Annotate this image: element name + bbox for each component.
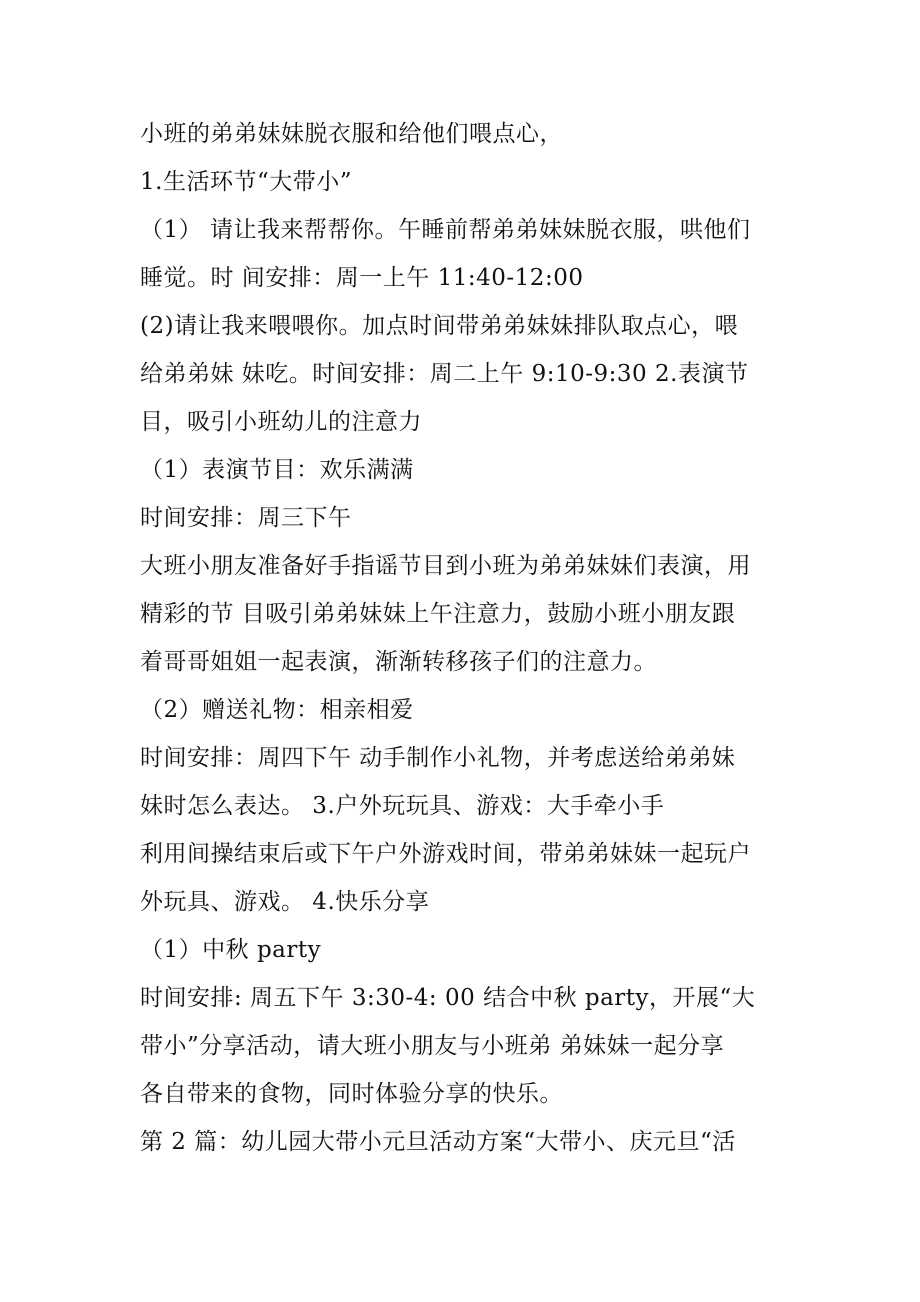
article-title-line: 第 2 篇：幼儿园大带小元旦活动方案“大带小、庆元旦“活 <box>140 1129 736 1155</box>
text-line: （1） 请让我来帮帮你。午睡前帮弟弟妹妹脱衣服，哄他们 <box>140 217 751 243</box>
text-line: 各自带来的食物，同时体验分享的快乐。 <box>140 1081 563 1107</box>
text-line: 外玩具、游戏。 4.快乐分享 <box>140 889 430 915</box>
text-line: 睡觉。时 间安排：周一上午 11:40-12:00 <box>140 265 584 291</box>
text-line: 利用间操结束后或下午户外游戏时间，带弟弟妹妹一起玩户 <box>140 841 751 867</box>
text-line: 时间安排：周三下午 <box>140 505 352 531</box>
text-line: 着哥哥姐姐一起表演，渐渐转移孩子们的注意力。 <box>140 649 657 675</box>
text-line: (2)请让我来喂喂你。加点时间带弟弟妹妹排队取点心，喂 <box>140 313 739 339</box>
text-line: 带小”分享活动，请大班小朋友与小班弟 弟妹妹一起分享 <box>140 1033 725 1059</box>
text-line: 时间安排：周四下午 动手制作小礼物，并考虑送给弟弟妹 <box>140 745 736 771</box>
section-heading: 1.生活环节“大带小” <box>140 169 352 195</box>
text-line: 给弟弟妹 妹吃。时间安排：周二上午 9:10-9:30 2.表演节 <box>140 361 749 387</box>
text-line: 精彩的节 目吸引弟弟妹妹上午注意力，鼓励小班小朋友跟 <box>140 601 736 627</box>
text-line: （2）赠送礼物：相亲相爱 <box>140 697 414 723</box>
text-line: 小班的弟弟妹妹脱衣服和给他们喂点心， <box>140 121 563 147</box>
text-line: （1）中秋 party <box>140 937 322 963</box>
text-line: 目，吸引小班幼儿的注意力 <box>140 409 422 435</box>
text-line: 时间安排: 周五下午 3:30-4: 00 结合中秋 party，开展“大 <box>140 985 756 1011</box>
text-line: 大班小朋友准备好手指谣节目到小班为弟弟妹妹们表演，用 <box>140 553 751 579</box>
text-line: （1）表演节目：欢乐满满 <box>140 457 414 483</box>
text-line: 妹时怎么表达。 3.户外玩玩具、游戏：大手牵小手 <box>140 793 665 819</box>
